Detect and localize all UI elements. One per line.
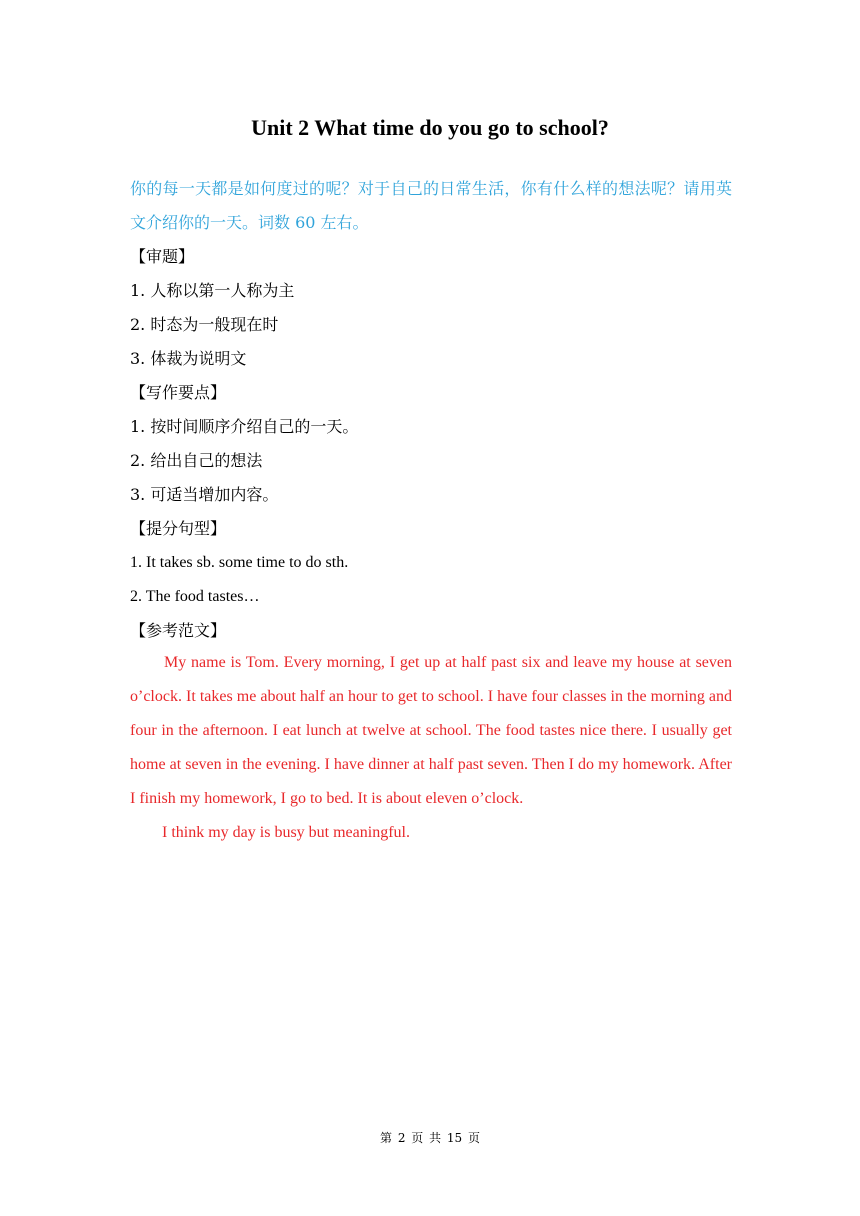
sample-heading: 【参考范文】 [130,621,227,640]
analysis-item: 3. 体裁为说明文 [130,349,247,368]
essay-paragraph: My name is Tom. Every morning, I get up at half past six and leave my house at seven o’clock. It takes me about half an hour to get to school. I have four classes in the morning and four in the afternoon. I eat lunch at twelve at school. The food tastes nice there. I usually get home at seven in the evening. I have dinner at half past seven. Then I do my homework. After I finish my homework, I go to bed. It is about eleven o’clock. [130,654,732,807]
patterns-item: 1. It takes sb. some time to do sth. [130,554,349,571]
points-item: 3. 可适当增加内容。 [130,485,279,504]
points-item: 2. 给出自己的想法 [130,451,263,470]
points-item: 1. 按时间顺序介绍自己的一天。 [130,417,359,436]
sample-essay [130,646,732,850]
writing-prompt: 你的每一天都是如何度过的呢？对于自己的日常生活，你有什么样的想法呢？请用英文介绍你的一天。词数 60 左右。 [130,179,732,232]
analysis-item: 1. 人称以第一人称为主 [130,281,295,300]
analysis-item: 2. 时态为一般现在时 [130,315,279,334]
page-number-footer: 第 2 页 共 15 页 [380,1131,480,1145]
essay-paragraph: I think my day is busy but meaningful. [162,824,410,841]
page-title: Unit 2 What time do you go to school? [251,115,609,140]
patterns-item: 2. The food tastes… [130,588,260,605]
points-heading: 【写作要点】 [130,383,227,402]
patterns-heading: 【提分句型】 [130,519,227,538]
analysis-heading: 【审题】 [130,247,195,266]
